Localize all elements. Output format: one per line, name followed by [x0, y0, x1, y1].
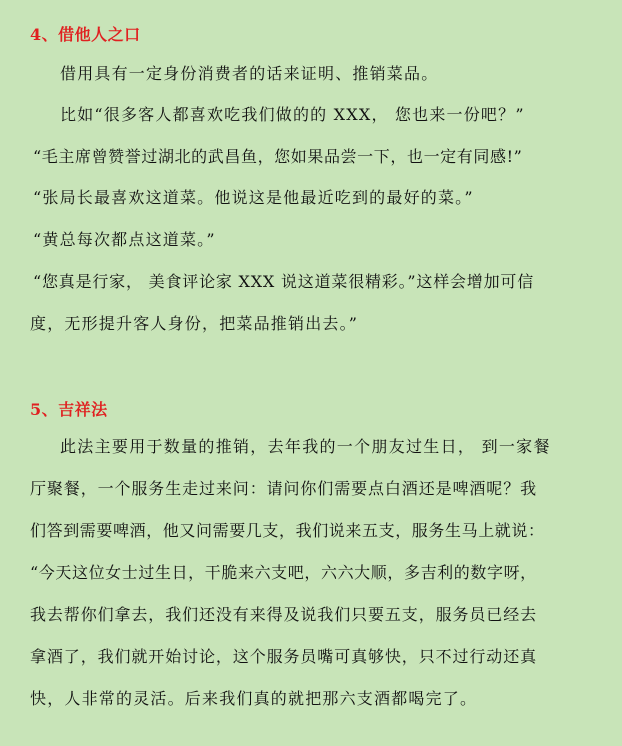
section-4-heading: 4、借他人之口	[30, 25, 141, 44]
section-5-line-3: 们答到需要啤酒，他又问需要几支，我们说来五支，服务生马上就说：	[30, 521, 545, 540]
section-4-line-3: “毛主席曾赞誉过湖北的武昌鱼，您如果品尝一下，也一定有同感!”	[33, 147, 523, 166]
section-4-line-4: “张局长最喜欢这道菜。他说这是他最近吃到的最好的菜。”	[33, 188, 474, 207]
section-5-line-2: 厅聚餐，一个服务生走过来问：请问你们需要点白酒还是啤酒呢？我	[30, 479, 538, 498]
section-4-line-1: 借用具有一定身份消费者的话来证明、推销菜品。	[60, 64, 439, 83]
section-5-line-7: 快，人非常的灵活。后来我们真的就把那六支酒都喝完了。	[30, 689, 478, 708]
section-5-line-5: 我去帮你们拿去，我们还没有来得及说我们只要五支，服务员已经去	[30, 605, 538, 624]
section-5-heading: 5、吉祥法	[30, 400, 108, 419]
section-4-line-2: 比如“很多客人都喜欢吃我们做的的 XXX， 您也来一份吧？”	[60, 105, 525, 124]
section-4-line-5: “黄总每次都点这道菜。”	[33, 230, 216, 249]
section-5-line-6: 拿酒了，我们就开始讨论，这个服务员嘴可真够快，只不过行动还真	[30, 647, 538, 666]
section-4-line-6: “您真是行家， 美食评论家 XXX 说这道菜很精彩。”这样会增加可信	[33, 272, 534, 291]
section-4-line-7: 度，无形提升客人身份，把菜品推销出去。”	[30, 314, 359, 333]
section-5-line-4: “今天这位女士过生日，干脆来六支吧，六六大顺，多吉利的数字呀，	[30, 563, 537, 582]
section-5-line-1: 此法主要用于数量的推销，去年我的一个朋友过生日， 到一家餐	[60, 437, 551, 456]
